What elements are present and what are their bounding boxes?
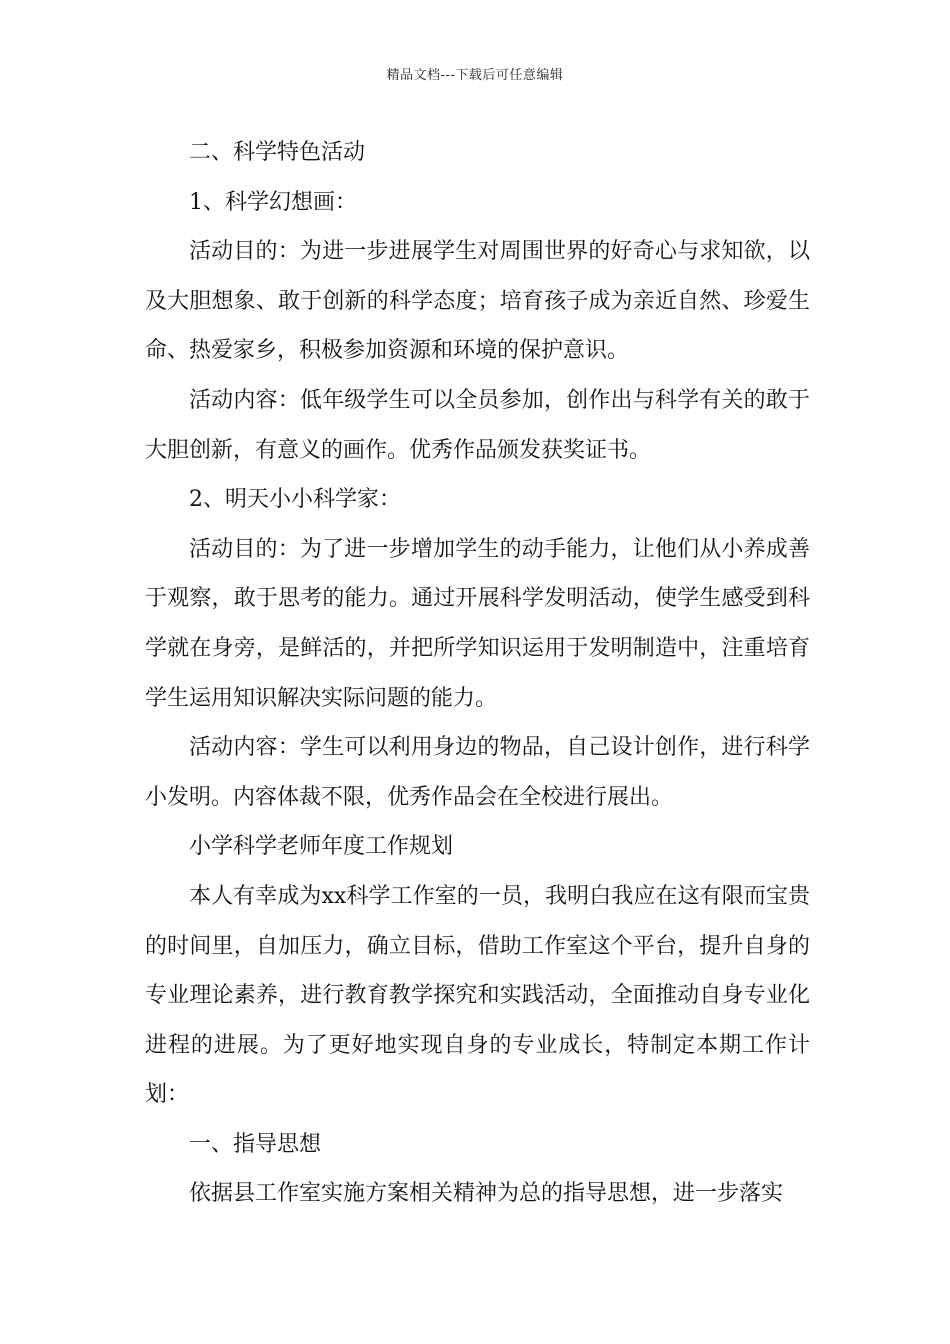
paragraph: 活动目的：为了进一步增加学生的动手能力，让他们从小养成善于观察，敢于思考的能力。通过开展科学发明活动，使学生感受到科学就在身旁，是鲜活的，并把所学知识运用于发明制造中，注重培育学生运用知识解决实际问题的能力。 bbox=[145, 536, 810, 711]
page-header: 精品文档---下载后可任意编辑 bbox=[386, 68, 564, 83]
paragraph: 依据县工作室实施方案相关精神为总的指导思想，进一步落实 bbox=[189, 1181, 784, 1207]
subsection-heading: 1、科学幻想画： bbox=[189, 189, 357, 215]
paragraph: 活动内容：学生可以利用身边的物品，自己设计创作，进行科学小发明。内容体裁不限，优秀作品会在全校进行展出。 bbox=[145, 735, 810, 810]
document-title: 小学科学老师年度工作规划 bbox=[189, 834, 454, 860]
paragraph: 活动目的：为进一步进展学生对周围世界的好奇心与求知欲，以及大胆想象、敢于创新的科学态度；培育孩子成为亲近自然、珍爱生命、热爱家乡，积极参加资源和环境的保护意识。 bbox=[145, 239, 810, 364]
document-body bbox=[145, 128, 810, 1219]
subsection-heading: 2、明天小小科学家： bbox=[189, 487, 401, 513]
section-heading: 二、科学特色活动 bbox=[189, 140, 366, 165]
section-heading: 一、指导思想 bbox=[189, 1131, 322, 1157]
paragraph: 活动内容：低年级学生可以全员参加，创作出与科学有关的敢于大胆创新，有意义的画作。优秀作品颁发获奖证书。 bbox=[145, 387, 810, 463]
paragraph: 本人有幸成为xx科学工作室的一员，我明白我应在这有限而宝贵的时间里，自加压力，确立目标，借助工作室这个平台，提升自身的专业理论素养，进行教育教学探究和实践活动，全面推动自身专业化进程的进展。为了更好地实现自身的专业成长，特制定本期工作计划： bbox=[145, 883, 810, 1108]
